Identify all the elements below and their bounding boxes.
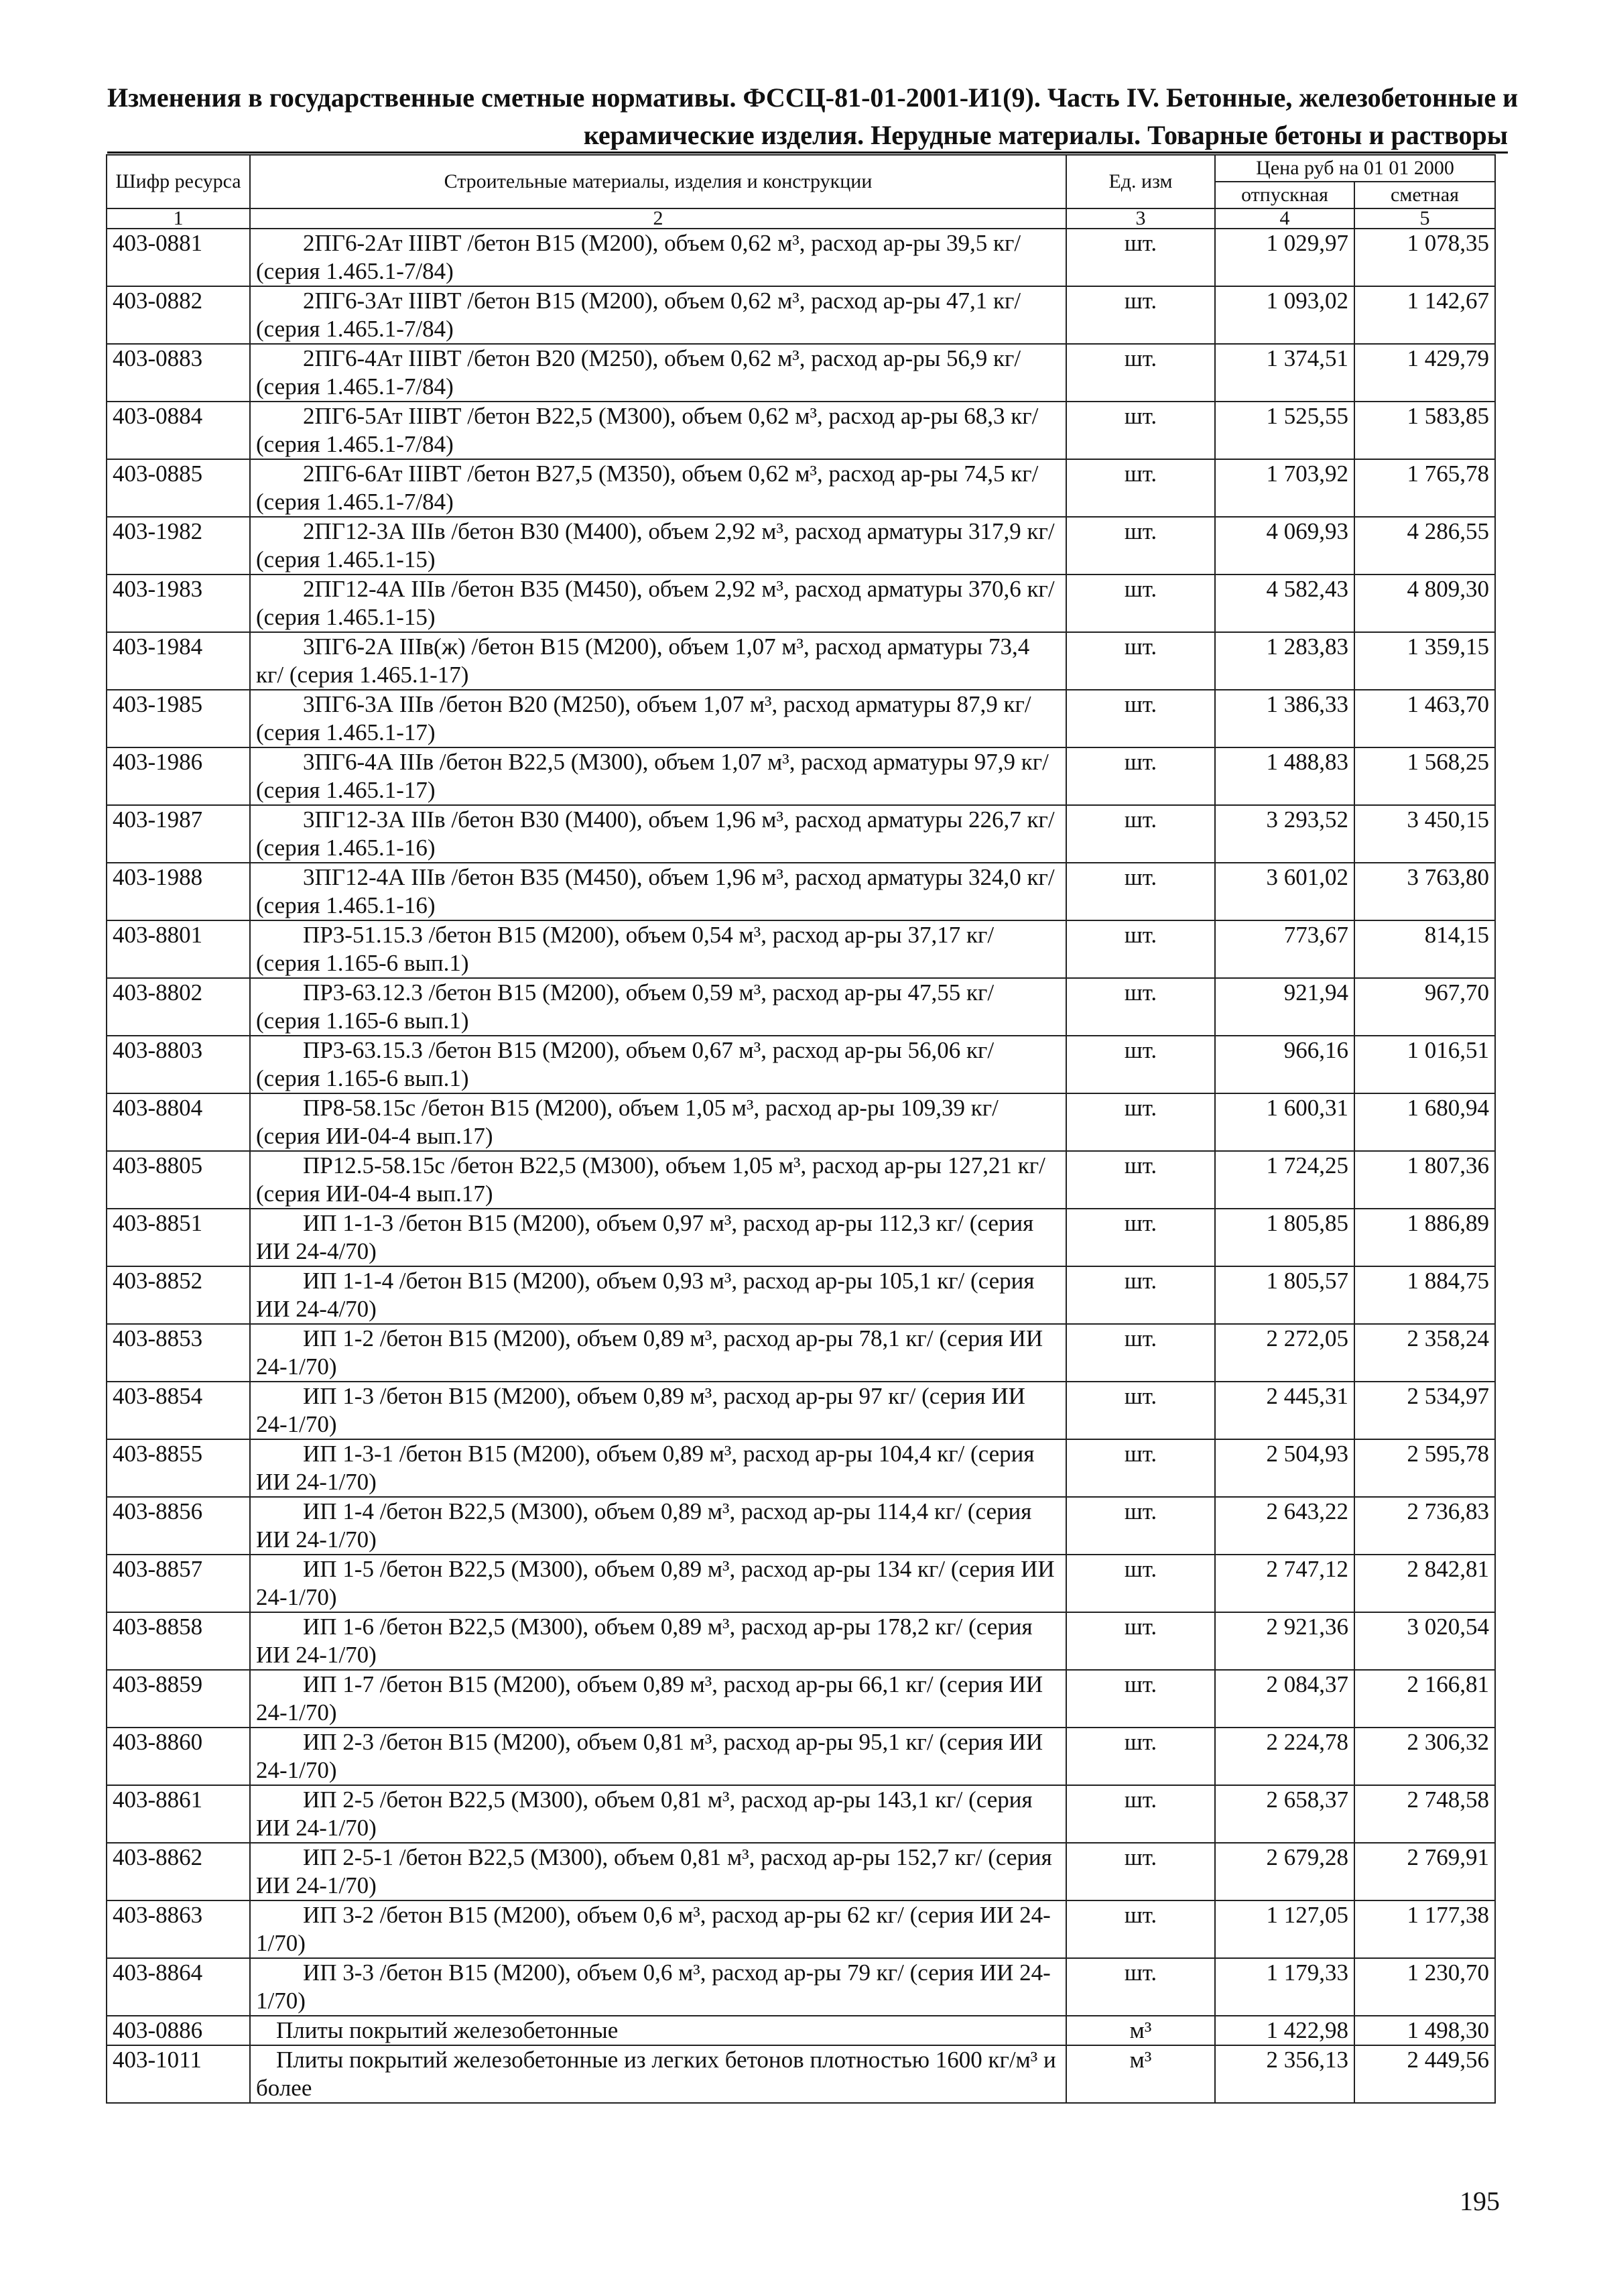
resource-code: 403-8805 xyxy=(107,1151,250,1209)
resource-code: 403-8802 xyxy=(107,978,250,1036)
resource-code: 403-1987 xyxy=(107,805,250,863)
material-description xyxy=(250,805,1066,863)
unit: шт. xyxy=(1066,517,1215,575)
unit: шт. xyxy=(1066,1785,1215,1843)
release-price: 2 643,22 xyxy=(1215,1497,1354,1555)
material-description xyxy=(250,402,1066,459)
estimate-price: 1 680,94 xyxy=(1354,1093,1495,1151)
release-price: 1 525,55 xyxy=(1215,402,1354,459)
table-row xyxy=(107,1093,1495,1151)
material-description-text: ПР3-63.12.3 /бетон В15 (М200), объем 0,59 м³, расход ар-ры 47,55 кг/ (серия 1.165-6 вып.1) xyxy=(256,979,995,1034)
estimate-price: 2 842,81 xyxy=(1354,1555,1495,1612)
resource-code: 403-1988 xyxy=(107,863,250,920)
release-price: 1 283,83 xyxy=(1215,632,1354,690)
unit: шт. xyxy=(1066,978,1215,1036)
unit: шт. xyxy=(1066,690,1215,747)
estimate-price: 2 748,58 xyxy=(1354,1785,1495,1843)
table-row xyxy=(107,1728,1495,1785)
table-row xyxy=(107,1670,1495,1728)
material-description-text: Плиты покрытий железобетонные xyxy=(276,2017,619,2043)
release-price: 3 293,52 xyxy=(1215,805,1354,863)
release-price: 1 093,02 xyxy=(1215,286,1354,344)
unit: шт. xyxy=(1066,747,1215,805)
estimate-price: 967,70 xyxy=(1354,978,1495,1036)
release-price: 2 272,05 xyxy=(1215,1324,1354,1382)
estimate-price: 1 230,70 xyxy=(1354,1958,1495,2016)
material-description xyxy=(250,632,1066,690)
table-row xyxy=(107,1958,1495,2016)
resource-code: 403-0884 xyxy=(107,402,250,459)
estimate-price: 2 769,91 xyxy=(1354,1843,1495,1900)
unit: шт. xyxy=(1066,1843,1215,1900)
estimate-price: 2 449,56 xyxy=(1354,2045,1495,2103)
unit: шт. xyxy=(1066,1728,1215,1785)
price-table xyxy=(106,154,1496,2104)
unit: шт. xyxy=(1066,402,1215,459)
release-price: 1 374,51 xyxy=(1215,344,1354,402)
material-description-text: ИП 1-6 /бетон В22,5 (М300), объем 0,89 м³, расход ар-ры 178,2 кг/ (серия ИИ 24-1/70) xyxy=(256,1614,1033,1668)
material-description xyxy=(250,1670,1066,1728)
unit: шт. xyxy=(1066,1382,1215,1439)
material-description-text: ПР8-58.15с /бетон В15 (М200), объем 1,05 м³, расход ар-ры 109,39 кг/ (серия ИИ-04-4 вып.17) xyxy=(256,1095,999,1149)
table-row xyxy=(107,575,1495,632)
material-description-text: ПР3-63.15.3 /бетон В15 (М200), объем 0,67 м³, расход ар-ры 56,06 кг/ (серия 1.165-6 вып.1) xyxy=(256,1037,995,1091)
material-description-text: ИП 1-7 /бетон В15 (М200), объем 0,89 м³, расход ар-ры 66,1 кг/ (серия ИИ 24-1/70) xyxy=(256,1671,1043,1726)
unit: шт. xyxy=(1066,1036,1215,1093)
release-price: 1 386,33 xyxy=(1215,690,1354,747)
unit: шт. xyxy=(1066,1093,1215,1151)
material-description-text: ПР3-51.15.3 /бетон В15 (М200), объем 0,54 м³, расход ар-ры 37,17 кг/ (серия 1.165-6 вып.1) xyxy=(256,922,995,976)
estimate-price: 1 016,51 xyxy=(1354,1036,1495,1093)
material-description-text: ИП 2-5 /бетон В22,5 (М300), объем 0,81 м³, расход ар-ры 143,1 кг/ (серия ИИ 24-1/70) xyxy=(256,1787,1033,1841)
table-row xyxy=(107,863,1495,920)
resource-code: 403-8856 xyxy=(107,1497,250,1555)
material-description-text: 2ПГ6-3Ат IIIВТ /бетон В15 (М200), объем 0,62 м³, расход ар-ры 47,1 кг/ (серия 1.465.1-7/84) xyxy=(256,288,1021,342)
release-price: 3 601,02 xyxy=(1215,863,1354,920)
estimate-price: 1 498,30 xyxy=(1354,2016,1495,2045)
unit: шт. xyxy=(1066,805,1215,863)
document-header xyxy=(107,79,1519,154)
table-body xyxy=(107,229,1495,2103)
estimate-price: 1 583,85 xyxy=(1354,402,1495,459)
unit: шт. xyxy=(1066,632,1215,690)
resource-code: 403-1983 xyxy=(107,575,250,632)
material-description xyxy=(250,1439,1066,1497)
estimate-price: 1 359,15 xyxy=(1354,632,1495,690)
release-price: 2 658,37 xyxy=(1215,1785,1354,1843)
resource-code: 403-1011 xyxy=(107,2045,250,2103)
material-description-text: ИП 1-3 /бетон В15 (М200), объем 0,89 м³, расход ар-ры 97 кг/ (серия ИИ 24-1/70) xyxy=(256,1383,1025,1437)
resource-code: 403-8857 xyxy=(107,1555,250,1612)
release-price: 1 805,85 xyxy=(1215,1209,1354,1266)
table-row xyxy=(107,1439,1495,1497)
table-row xyxy=(107,517,1495,575)
unit: шт. xyxy=(1066,1209,1215,1266)
estimate-price: 2 736,83 xyxy=(1354,1497,1495,1555)
header-line-2: керамические изделия. Нерудные материалы. Товарные бетоны и растворы xyxy=(583,120,1508,150)
material-description xyxy=(250,863,1066,920)
table-row xyxy=(107,1785,1495,1843)
release-price: 2 747,12 xyxy=(1215,1555,1354,1612)
estimate-price: 1 765,78 xyxy=(1354,459,1495,517)
material-description xyxy=(250,690,1066,747)
resource-code: 403-0885 xyxy=(107,459,250,517)
estimate-price: 4 286,55 xyxy=(1354,517,1495,575)
unit: шт. xyxy=(1066,1439,1215,1497)
unit: шт. xyxy=(1066,1497,1215,1555)
col-header-unit: Ед. изм xyxy=(1066,155,1215,208)
estimate-price: 1 142,67 xyxy=(1354,286,1495,344)
material-description xyxy=(250,1555,1066,1612)
estimate-price: 2 166,81 xyxy=(1354,1670,1495,1728)
material-description-text: ПР12.5-58.15с /бетон В22,5 (М300), объем 1,05 м³, расход ар-ры 127,21 кг/ (серия ИИ-04-4 вып.17) xyxy=(256,1152,1045,1207)
estimate-price: 2 595,78 xyxy=(1354,1439,1495,1497)
material-description xyxy=(250,1900,1066,1958)
release-price: 1 422,98 xyxy=(1215,2016,1354,2045)
material-description-text: ИП 3-3 /бетон В15 (М200), объем 0,6 м³, расход ар-ры 79 кг/ (серия ИИ 24-1/70) xyxy=(256,1959,1051,2014)
resource-code: 403-8861 xyxy=(107,1785,250,1843)
material-description-text: ИП 1-1-4 /бетон В15 (М200), объем 0,93 м³, расход ар-ры 105,1 кг/ (серия ИИ 24-4/70) xyxy=(256,1268,1035,1322)
table-row xyxy=(107,286,1495,344)
material-description-text: 2ПГ12-4А IIIв /бетон В35 (М450), объем 2,92 м³, расход арматуры 370,6 кг/ (серия 1.465.1-15) xyxy=(256,576,1055,630)
material-description xyxy=(250,459,1066,517)
release-price: 1 724,25 xyxy=(1215,1151,1354,1209)
resource-code: 403-8862 xyxy=(107,1843,250,1900)
release-price: 2 445,31 xyxy=(1215,1382,1354,1439)
material-description xyxy=(250,229,1066,286)
col-header-description: Строительные материалы, изделия и конструкции xyxy=(250,155,1066,208)
table-row xyxy=(107,402,1495,459)
material-description-text: ИП 1-4 /бетон В22,5 (М300), объем 0,89 м³, расход ар-ры 114,4 кг/ (серия ИИ 24-1/70) xyxy=(256,1498,1032,1553)
release-price: 2 084,37 xyxy=(1215,1670,1354,1728)
material-description xyxy=(250,2045,1066,2103)
table-row xyxy=(107,1324,1495,1382)
table-row xyxy=(107,2016,1495,2045)
resource-code: 403-8854 xyxy=(107,1382,250,1439)
material-description-text: 3ПГ6-2А IIIв(ж) /бетон В15 (М200), объем 1,07 м³, расход арматуры 73,4 кг/ (серия 1.465.1-17) xyxy=(256,633,1030,688)
table-row xyxy=(107,1036,1495,1093)
header-line-1: Изменения в государственные сметные нормативы. ФССЦ-81-01-2001-И1(9). Часть IV. Бетонные, железобетонные и xyxy=(107,82,1519,113)
unit: шт. xyxy=(1066,1555,1215,1612)
unit: шт. xyxy=(1066,1612,1215,1670)
material-description-text: 2ПГ12-3А IIIв /бетон В30 (М400), объем 2,92 м³, расход арматуры 317,9 кг/ (серия 1.465.1-15) xyxy=(256,518,1055,572)
material-description xyxy=(250,1324,1066,1382)
material-description xyxy=(250,978,1066,1036)
material-description xyxy=(250,286,1066,344)
table-row xyxy=(107,1612,1495,1670)
material-description-text: 2ПГ6-5Ат IIIВТ /бетон В22,5 (М300), объем 0,62 м³, расход ар-ры 68,3 кг/ (серия 1.465.1-7/84) xyxy=(256,403,1039,457)
header-rule xyxy=(107,152,1508,154)
estimate-price: 1 078,35 xyxy=(1354,229,1495,286)
estimate-price: 814,15 xyxy=(1354,920,1495,978)
col-header-price-group: Цена руб на 01 01 2000 xyxy=(1215,155,1495,182)
unit: шт. xyxy=(1066,863,1215,920)
release-price: 773,67 xyxy=(1215,920,1354,978)
col-header-estimate-price: сметная xyxy=(1354,182,1495,208)
estimate-price: 2 306,32 xyxy=(1354,1728,1495,1785)
material-description-text: ИП 2-3 /бетон В15 (М200), объем 0,81 м³, расход ар-ры 95,1 кг/ (серия ИИ 24-1/70) xyxy=(256,1729,1043,1783)
estimate-price: 2 534,97 xyxy=(1354,1382,1495,1439)
release-price: 2 356,13 xyxy=(1215,2045,1354,2103)
col-number: 4 xyxy=(1215,208,1354,229)
release-price: 921,94 xyxy=(1215,978,1354,1036)
table-row xyxy=(107,2045,1495,2103)
estimate-price: 1 429,79 xyxy=(1354,344,1495,402)
estimate-price: 1 807,36 xyxy=(1354,1151,1495,1209)
estimate-price: 3 763,80 xyxy=(1354,863,1495,920)
material-description xyxy=(250,1497,1066,1555)
table-row xyxy=(107,632,1495,690)
release-price: 4 582,43 xyxy=(1215,575,1354,632)
unit: шт. xyxy=(1066,575,1215,632)
unit: шт. xyxy=(1066,459,1215,517)
col-number: 1 xyxy=(107,208,250,229)
resource-code: 403-8852 xyxy=(107,1266,250,1324)
resource-code: 403-0883 xyxy=(107,344,250,402)
resource-code: 403-8859 xyxy=(107,1670,250,1728)
estimate-price: 1 886,89 xyxy=(1354,1209,1495,1266)
unit: шт. xyxy=(1066,1151,1215,1209)
col-header-code: Шифр ресурса xyxy=(107,155,250,208)
material-description-text: Плиты покрытий железобетонные из легких бетонов плотностью 1600 кг/м³ и более xyxy=(256,2047,1056,2101)
material-description xyxy=(250,1612,1066,1670)
estimate-price: 2 358,24 xyxy=(1354,1324,1495,1382)
release-price: 966,16 xyxy=(1215,1036,1354,1093)
table-row xyxy=(107,1266,1495,1324)
material-description-text: 3ПГ12-4А IIIв /бетон В35 (М450), объем 1,96 м³, расход арматуры 324,0 кг/ (серия 1.465.1-16) xyxy=(256,864,1055,918)
estimate-price: 4 809,30 xyxy=(1354,575,1495,632)
material-description xyxy=(250,1209,1066,1266)
table-row xyxy=(107,978,1495,1036)
material-description-text: ИП 1-5 /бетон В22,5 (М300), объем 0,89 м³, расход ар-ры 134 кг/ (серия ИИ 24-1/70) xyxy=(256,1556,1055,1610)
estimate-price: 3 020,54 xyxy=(1354,1612,1495,1670)
col-number: 3 xyxy=(1066,208,1215,229)
table-row xyxy=(107,1209,1495,1266)
unit: шт. xyxy=(1066,1324,1215,1382)
unit: шт. xyxy=(1066,920,1215,978)
resource-code: 403-8803 xyxy=(107,1036,250,1093)
material-description xyxy=(250,1266,1066,1324)
material-description xyxy=(250,920,1066,978)
resource-code: 403-0882 xyxy=(107,286,250,344)
release-price: 2 921,36 xyxy=(1215,1612,1354,1670)
resource-code: 403-8853 xyxy=(107,1324,250,1382)
release-price: 2 504,93 xyxy=(1215,1439,1354,1497)
table-row xyxy=(107,690,1495,747)
material-description-text: 3ПГ6-4А IIIв /бетон В22,5 (М300), объем 1,07 м³, расход арматуры 97,9 кг/ (серия 1.465.1-17) xyxy=(256,749,1049,803)
table-row xyxy=(107,1900,1495,1958)
estimate-price: 1 884,75 xyxy=(1354,1266,1495,1324)
unit: шт. xyxy=(1066,1266,1215,1324)
table-row xyxy=(107,1151,1495,1209)
material-description xyxy=(250,517,1066,575)
estimate-price: 3 450,15 xyxy=(1354,805,1495,863)
material-description-text: ИП 1-2 /бетон В15 (М200), объем 0,89 м³, расход ар-ры 78,1 кг/ (серия ИИ 24-1/70) xyxy=(256,1325,1043,1380)
estimate-price: 1 463,70 xyxy=(1354,690,1495,747)
resource-code: 403-8860 xyxy=(107,1728,250,1785)
resource-code: 403-1986 xyxy=(107,747,250,805)
resource-code: 403-8864 xyxy=(107,1958,250,2016)
release-price: 1 179,33 xyxy=(1215,1958,1354,2016)
unit: шт. xyxy=(1066,1958,1215,2016)
unit: м³ xyxy=(1066,2045,1215,2103)
material-description-text: 2ПГ6-6Ат IIIВТ /бетон В27,5 (М350), объем 0,62 м³, расход ар-ры 74,5 кг/ (серия 1.465.1-7/84) xyxy=(256,461,1039,515)
release-price: 4 069,93 xyxy=(1215,517,1354,575)
unit: шт. xyxy=(1066,1670,1215,1728)
resource-code: 403-1984 xyxy=(107,632,250,690)
page-number: 195 xyxy=(1460,2186,1500,2216)
material-description xyxy=(250,1093,1066,1151)
material-description-text: ИП 3-2 /бетон В15 (М200), объем 0,6 м³, расход ар-ры 62 кг/ (серия ИИ 24-1/70) xyxy=(256,1902,1051,1956)
material-description xyxy=(250,2016,1066,2045)
release-price: 1 488,83 xyxy=(1215,747,1354,805)
material-description xyxy=(250,1843,1066,1900)
table-row xyxy=(107,229,1495,286)
unit: шт. xyxy=(1066,344,1215,402)
resource-code: 403-8801 xyxy=(107,920,250,978)
material-description-text: 3ПГ12-3А IIIв /бетон В30 (М400), объем 1,96 м³, расход арматуры 226,7 кг/ (серия 1.465.1-16) xyxy=(256,806,1055,861)
col-number: 2 xyxy=(250,208,1066,229)
material-description xyxy=(250,1728,1066,1785)
material-description xyxy=(250,1958,1066,2016)
release-price: 2 224,78 xyxy=(1215,1728,1354,1785)
material-description-text: 2ПГ6-2Ат IIIВТ /бетон В15 (М200), объем 0,62 м³, расход ар-ры 39,5 кг/ (серия 1.465.1-7/84) xyxy=(256,230,1021,284)
col-header-release-price: отпускная xyxy=(1215,182,1354,208)
resource-code: 403-1982 xyxy=(107,517,250,575)
col-number: 5 xyxy=(1354,208,1495,229)
resource-code: 403-8863 xyxy=(107,1900,250,1958)
material-description xyxy=(250,344,1066,402)
resource-code: 403-1985 xyxy=(107,690,250,747)
estimate-price: 1 177,38 xyxy=(1354,1900,1495,1958)
release-price: 2 679,28 xyxy=(1215,1843,1354,1900)
material-description xyxy=(250,1382,1066,1439)
resource-code: 403-8858 xyxy=(107,1612,250,1670)
table-row xyxy=(107,1382,1495,1439)
table-row xyxy=(107,920,1495,978)
material-description-text: 2ПГ6-4Ат IIIВТ /бетон В20 (М250), объем 0,62 м³, расход ар-ры 56,9 кг/ (серия 1.465.1-7/84) xyxy=(256,345,1021,400)
material-description xyxy=(250,747,1066,805)
material-description-text: ИП 2-5-1 /бетон В22,5 (М300), объем 0,81 м³, расход ар-ры 152,7 кг/ (серия ИИ 24-1/70) xyxy=(256,1844,1052,1898)
material-description-text: ИП 1-1-3 /бетон В15 (М200), объем 0,97 м³, расход ар-ры 112,3 кг/ (серия ИИ 24-4/70) xyxy=(256,1210,1034,1264)
resource-code: 403-0881 xyxy=(107,229,250,286)
release-price: 1 703,92 xyxy=(1215,459,1354,517)
table-row xyxy=(107,805,1495,863)
material-description xyxy=(250,1036,1066,1093)
table-row xyxy=(107,1555,1495,1612)
resource-code: 403-8804 xyxy=(107,1093,250,1151)
resource-code: 403-8851 xyxy=(107,1209,250,1266)
release-price: 1 127,05 xyxy=(1215,1900,1354,1958)
resource-code: 403-8855 xyxy=(107,1439,250,1497)
release-price: 1 029,97 xyxy=(1215,229,1354,286)
material-description xyxy=(250,575,1066,632)
unit: шт. xyxy=(1066,1900,1215,1958)
unit: шт. xyxy=(1066,286,1215,344)
release-price: 1 805,57 xyxy=(1215,1266,1354,1324)
table-row xyxy=(107,1843,1495,1900)
material-description xyxy=(250,1785,1066,1843)
unit: шт. xyxy=(1066,229,1215,286)
estimate-price: 1 568,25 xyxy=(1354,747,1495,805)
table-row xyxy=(107,344,1495,402)
table-row xyxy=(107,459,1495,517)
table-row xyxy=(107,747,1495,805)
material-description-text: 3ПГ6-3А IIIв /бетон В20 (М250), объем 1,07 м³, расход арматуры 87,9 кг/ (серия 1.465.1-17) xyxy=(256,691,1031,745)
unit: м³ xyxy=(1066,2016,1215,2045)
table-row xyxy=(107,1497,1495,1555)
material-description xyxy=(250,1151,1066,1209)
release-price: 1 600,31 xyxy=(1215,1093,1354,1151)
resource-code: 403-0886 xyxy=(107,2016,250,2045)
material-description-text: ИП 1-3-1 /бетон В15 (М200), объем 0,89 м³, расход ар-ры 104,4 кг/ (серия ИИ 24-1/70) xyxy=(256,1441,1035,1495)
